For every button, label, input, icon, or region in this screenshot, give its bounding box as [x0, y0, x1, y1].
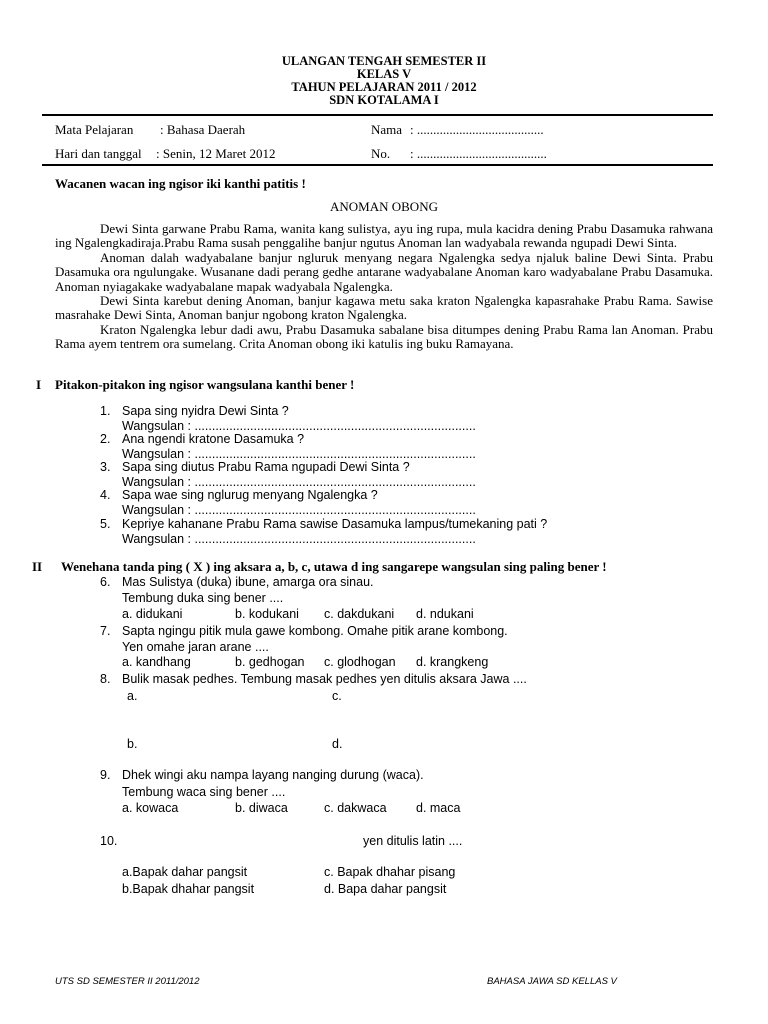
- question-number: 4.: [100, 488, 111, 502]
- option-a: a. kandhang: [122, 655, 191, 669]
- option-b: b.Bapak dhahar pangsit: [122, 882, 255, 896]
- name-value: : .......................................: [410, 122, 544, 137]
- question-text: Bulik masak pedhes. Tembung masak pedhes yen ditulis aksara Jawa ....: [122, 672, 527, 686]
- subject-value: : Bahasa Daerah: [160, 122, 246, 137]
- title-line-3: TAHUN PELAJARAN 2011 / 2012: [291, 80, 477, 94]
- reading-paragraph: Anoman dalah wadyabalane banjur ngluruk menyang negara Ngalengka sedya njaluk baline Dewi Sinta. Prabu Dasamuka ora ngulungake. Wusanane dadi perang gedhe antarane wadyabalane Anoman karo wadyabalane Prabu Dasamuka. Anoman nyiagakake wadyabalane mapak wadyabala Ngalengka.: [55, 249, 713, 294]
- option-c: c. Bapak dhahar pisang: [324, 865, 456, 879]
- question-text: Dhek wingi aku nampa layang nanging durung (waca).: [122, 768, 424, 782]
- question-text: Sapta ngingu pitik mula gawe kombong. Omahe pitik arane kombong.: [122, 624, 508, 638]
- question-number: 7.: [100, 624, 111, 638]
- reading-paragraph: Kraton Ngalengka lebur dadi awu, Prabu Dasamuka sabalane bisa ditumpes dening Prabu Rama lan Anoman. Prabu Rama ayem tentrem ora sumelang. Crita Anoman obong iki katulis ing buku Ramayana.: [55, 321, 713, 352]
- question-subtext: Tembung duka sing bener ....: [122, 591, 284, 605]
- answer-line: Wangsulan : .................................................................................: [122, 503, 476, 517]
- option-c: c. dakwaca: [324, 801, 387, 815]
- question-number: 9.: [100, 768, 111, 782]
- question-text: Sapa sing diutus Prabu Rama ngupadi Dewi Sinta ?: [122, 460, 410, 474]
- question-text: Kepriye kahanane Prabu Rama sawise Dasamuka lampus/tumekaning pati ?: [122, 517, 548, 531]
- question-number: 1.: [100, 404, 111, 418]
- question-subtext: Tembung waca sing bener ....: [122, 785, 286, 799]
- title-line-4: SDN KOTALAMA I: [329, 93, 439, 107]
- header-top-rule: [42, 114, 713, 116]
- footer-left: UTS SD SEMESTER II 2011/2012: [55, 976, 200, 987]
- section-2-number: II: [32, 559, 43, 574]
- option-d: d. krangkeng: [416, 655, 489, 669]
- reading-title: ANOMAN OBONG: [330, 199, 438, 214]
- option-a: a.Bapak dahar pangsit: [122, 865, 248, 879]
- answer-line: Wangsulan : .................................................................................: [122, 532, 476, 546]
- reading-instruction: Wacanen wacan ing ngisor iki kanthi patitis !: [55, 176, 306, 191]
- number-value: : ........................................: [410, 146, 547, 161]
- option-b: b. diwaca: [235, 801, 288, 815]
- reading-paragraph: Dewi Sinta karebut dening Anoman, banjur kagawa metu saka kraton Ngalengka kapasrahake Prabu Rama. Sawise masrahake Dewi Sinta, Anoman banjur ngobong kraton Ngalengka.: [55, 293, 713, 323]
- option-c: c.: [332, 689, 342, 703]
- reading-passage: [55, 222, 713, 352]
- answer-line: Wangsulan : .................................................................................: [122, 419, 476, 433]
- option-d: d. ndukani: [416, 607, 474, 621]
- section-2-title: Wenehana tanda ping ( X ) ing aksara a, b, c, utawa d ing sangarepe wangsulan sing paling bener !: [61, 559, 607, 574]
- option-a: a. kowaca: [122, 801, 179, 815]
- question-number: 6.: [100, 575, 111, 589]
- question-text: Sapa sing nyidra Dewi Sinta ?: [122, 404, 289, 418]
- option-b: b. gedhogan: [235, 655, 305, 669]
- header-bottom-rule: [42, 164, 713, 166]
- option-d: d.: [332, 737, 343, 751]
- title-line-2: KELAS V: [356, 67, 412, 81]
- option-a: a.: [127, 689, 138, 703]
- question-number: 3.: [100, 460, 111, 474]
- footer-right: BAHASA JAWA SD KELLAS V: [487, 976, 617, 987]
- question-text: yen ditulis latin ....: [363, 834, 463, 848]
- option-d: d. maca: [416, 801, 461, 815]
- name-label: Nama: [371, 122, 403, 137]
- question-text: Ana ngendi kratone Dasamuka ?: [122, 432, 305, 446]
- date-value: : Senin, 12 Maret 2012: [156, 146, 276, 161]
- option-b: b.: [127, 737, 138, 751]
- reading-paragraph: Dewi Sinta garwane Prabu Rama, wanita kang sulistya, ayu ing rupa, mula kacidra dening Prabu Dasamuka rahwana ing Ngalengkadiraja.Prabu Rama susah penggalihe banjur ngutus Anoman lan wadyabala rewanda ngupadi Dewi Sinta.: [55, 221, 713, 251]
- question-text: Mas Sulistya (duka) ibune, amarga ora sinau.: [122, 575, 374, 589]
- section-1-number: I: [36, 377, 42, 392]
- option-d: d. Bapa dahar pangsit: [324, 882, 447, 896]
- question-number: 10.: [100, 834, 118, 848]
- option-c: c. glodhogan: [324, 655, 396, 669]
- subject-label: Mata Pelajaran: [55, 122, 134, 137]
- question-subtext: Yen omahe jaran arane ....: [122, 640, 269, 654]
- question-number: 8.: [100, 672, 111, 686]
- answer-line: Wangsulan : .................................................................................: [122, 447, 476, 461]
- answer-line: Wangsulan : .................................................................................: [122, 475, 476, 489]
- option-b: b. kodukani: [235, 607, 299, 621]
- question-text: Sapa wae sing nglurug menyang Ngalengka ?: [122, 488, 378, 502]
- question-number: 5.: [100, 517, 111, 531]
- title-line-1: ULANGAN TENGAH SEMESTER II: [281, 54, 487, 68]
- date-label: Hari dan tanggal: [55, 146, 142, 161]
- section-1-title: Pitakon-pitakon ing ngisor wangsulana kanthi bener !: [55, 377, 355, 392]
- number-label: No.: [371, 146, 391, 161]
- option-a: a. didukani: [122, 607, 183, 621]
- question-number: 2.: [100, 432, 111, 446]
- option-c: c. dakdukani: [324, 607, 395, 621]
